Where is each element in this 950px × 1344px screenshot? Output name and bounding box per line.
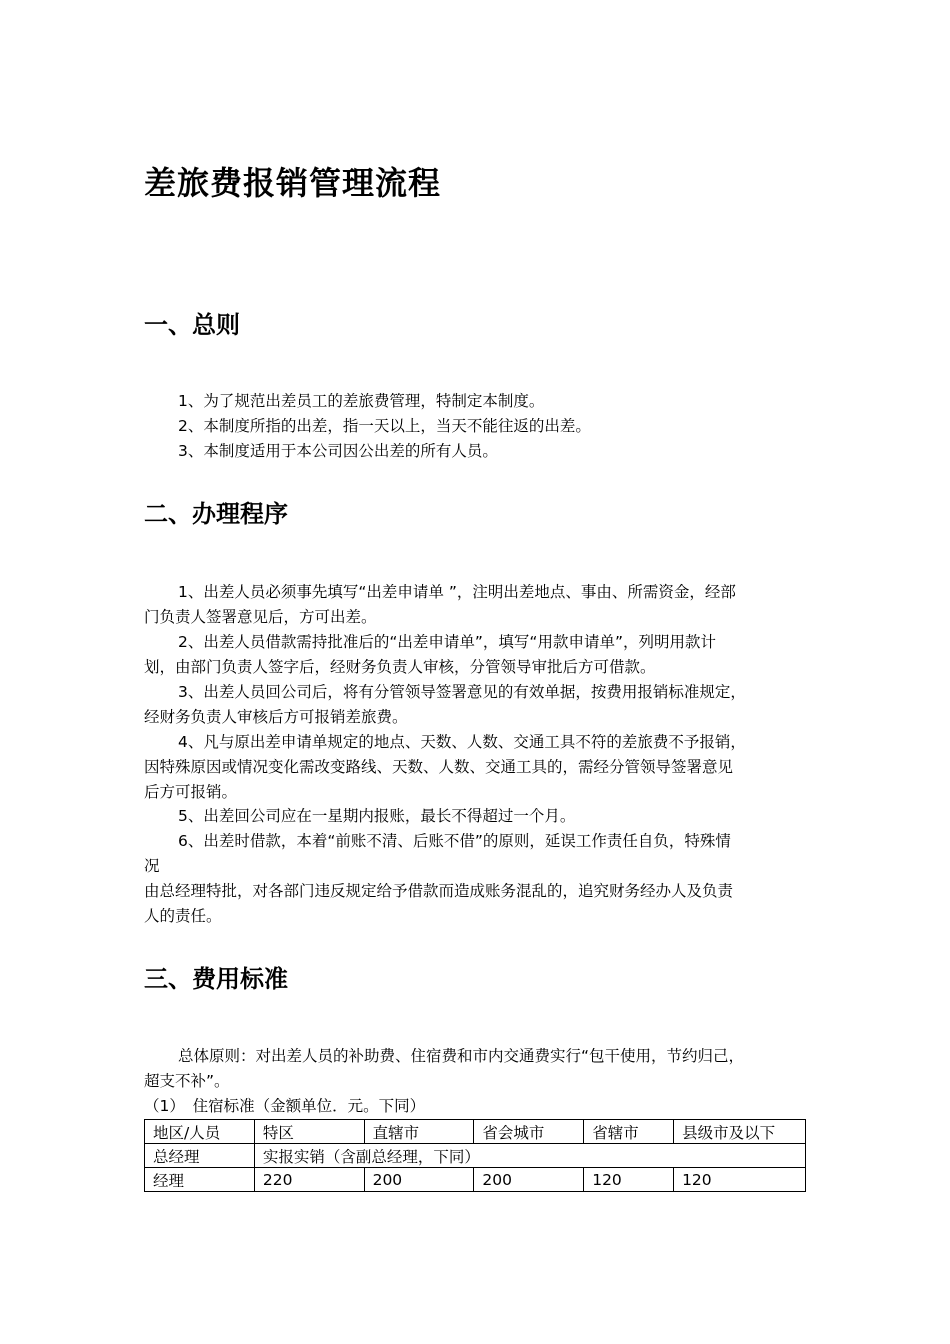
paragraph-line: 1、出差人员必须事先填写“出差申请单 ”，注明出差地点、事由、所需资金，经部 <box>178 583 736 601</box>
paragraph-line: 因特殊原因或情况变化需改变路线、天数、人数、交通工具的，需经分管领导签署意见 <box>144 758 734 776</box>
table-cell: 200 <box>474 1168 584 1192</box>
table-header-cell: 特区 <box>254 1120 364 1144</box>
table-cell: 120 <box>584 1168 674 1192</box>
table-row <box>145 1168 806 1192</box>
paragraph-line: 超支不补”。 <box>144 1072 230 1090</box>
table-row <box>145 1144 806 1168</box>
table-caption: （1） 住宿标准（金额单位．元。下同） <box>144 1097 426 1115</box>
table-cell: 实报实销（含副总经理，下同） <box>254 1144 805 1168</box>
table-cell: 经理 <box>145 1168 255 1192</box>
table-header-cell: 县级市及以下 <box>674 1120 806 1144</box>
table-cell: 220 <box>254 1168 364 1192</box>
paragraph-line: 4、凡与原出差申请单规定的地点、天数、人数、交通工具不符的差旅费不予报销， <box>178 733 746 751</box>
section-heading-expense-standard: 三、费用标准 <box>144 965 288 993</box>
paragraph-line: 门负责人签署意见后，方可出差。 <box>144 608 377 626</box>
table-header-row <box>145 1120 806 1144</box>
paragraph-line: 人的责任。 <box>144 907 222 925</box>
paragraph-line: 6、出差时借款，本着“前账不清、后账不借”的原则，延误工作责任自负，特殊情 <box>178 832 731 850</box>
table-header-cell: 地区/人员 <box>145 1120 255 1144</box>
paragraph-line: 2、出差人员借款需持批准后的“出差申请单”，填写“用款申请单”，列明用款计 <box>178 633 716 651</box>
table-cell: 200 <box>364 1168 474 1192</box>
paragraph-line: 5、出差回公司应在一星期内报账，最长不得超过一个月。 <box>178 807 576 825</box>
lodging-standard-table <box>144 1119 806 1192</box>
paragraph-line: 由总经理特批，对各部门违反规定给予借款而造成账务混乱的，追究财务经办人及负责 <box>144 882 734 900</box>
paragraph-line: 3、出差人员回公司后，将有分管领导签署意见的有效单据，按费用报销标准规定， <box>178 683 746 701</box>
section-heading-general: 一、总则 <box>144 311 240 339</box>
paragraph-line: 3、本制度适用于本公司因公出差的所有人员。 <box>178 442 498 460</box>
paragraph-line: 划，由部门负责人签字后，经财务负责人审核，分管领导审批后方可借款。 <box>144 658 656 676</box>
paragraph-line: 总体原则：对出差人员的补助费、住宿费和市内交通费实行“包干使用，节约归己， <box>178 1047 745 1065</box>
paragraph-line: 后方可报销。 <box>144 783 238 801</box>
section-heading-procedure: 二、办理程序 <box>144 500 288 528</box>
table-header-cell: 省辖市 <box>584 1120 674 1144</box>
paragraph-line: 经财务负责人审核后方可报销差旅费。 <box>144 708 408 726</box>
paragraph-line: 况 <box>144 857 160 875</box>
table-header-cell: 省会城市 <box>474 1120 584 1144</box>
paragraph-line: 2、本制度所指的出差，指一天以上，当天不能往返的出差。 <box>178 417 591 435</box>
document-title: 差旅费报销管理流程 <box>144 164 442 202</box>
table-cell: 总经理 <box>145 1144 255 1168</box>
table-cell: 120 <box>674 1168 806 1192</box>
paragraph-line: 1、为了规范出差员工的差旅费管理，特制定本制度。 <box>178 392 545 410</box>
table-header-cell: 直辖市 <box>364 1120 474 1144</box>
